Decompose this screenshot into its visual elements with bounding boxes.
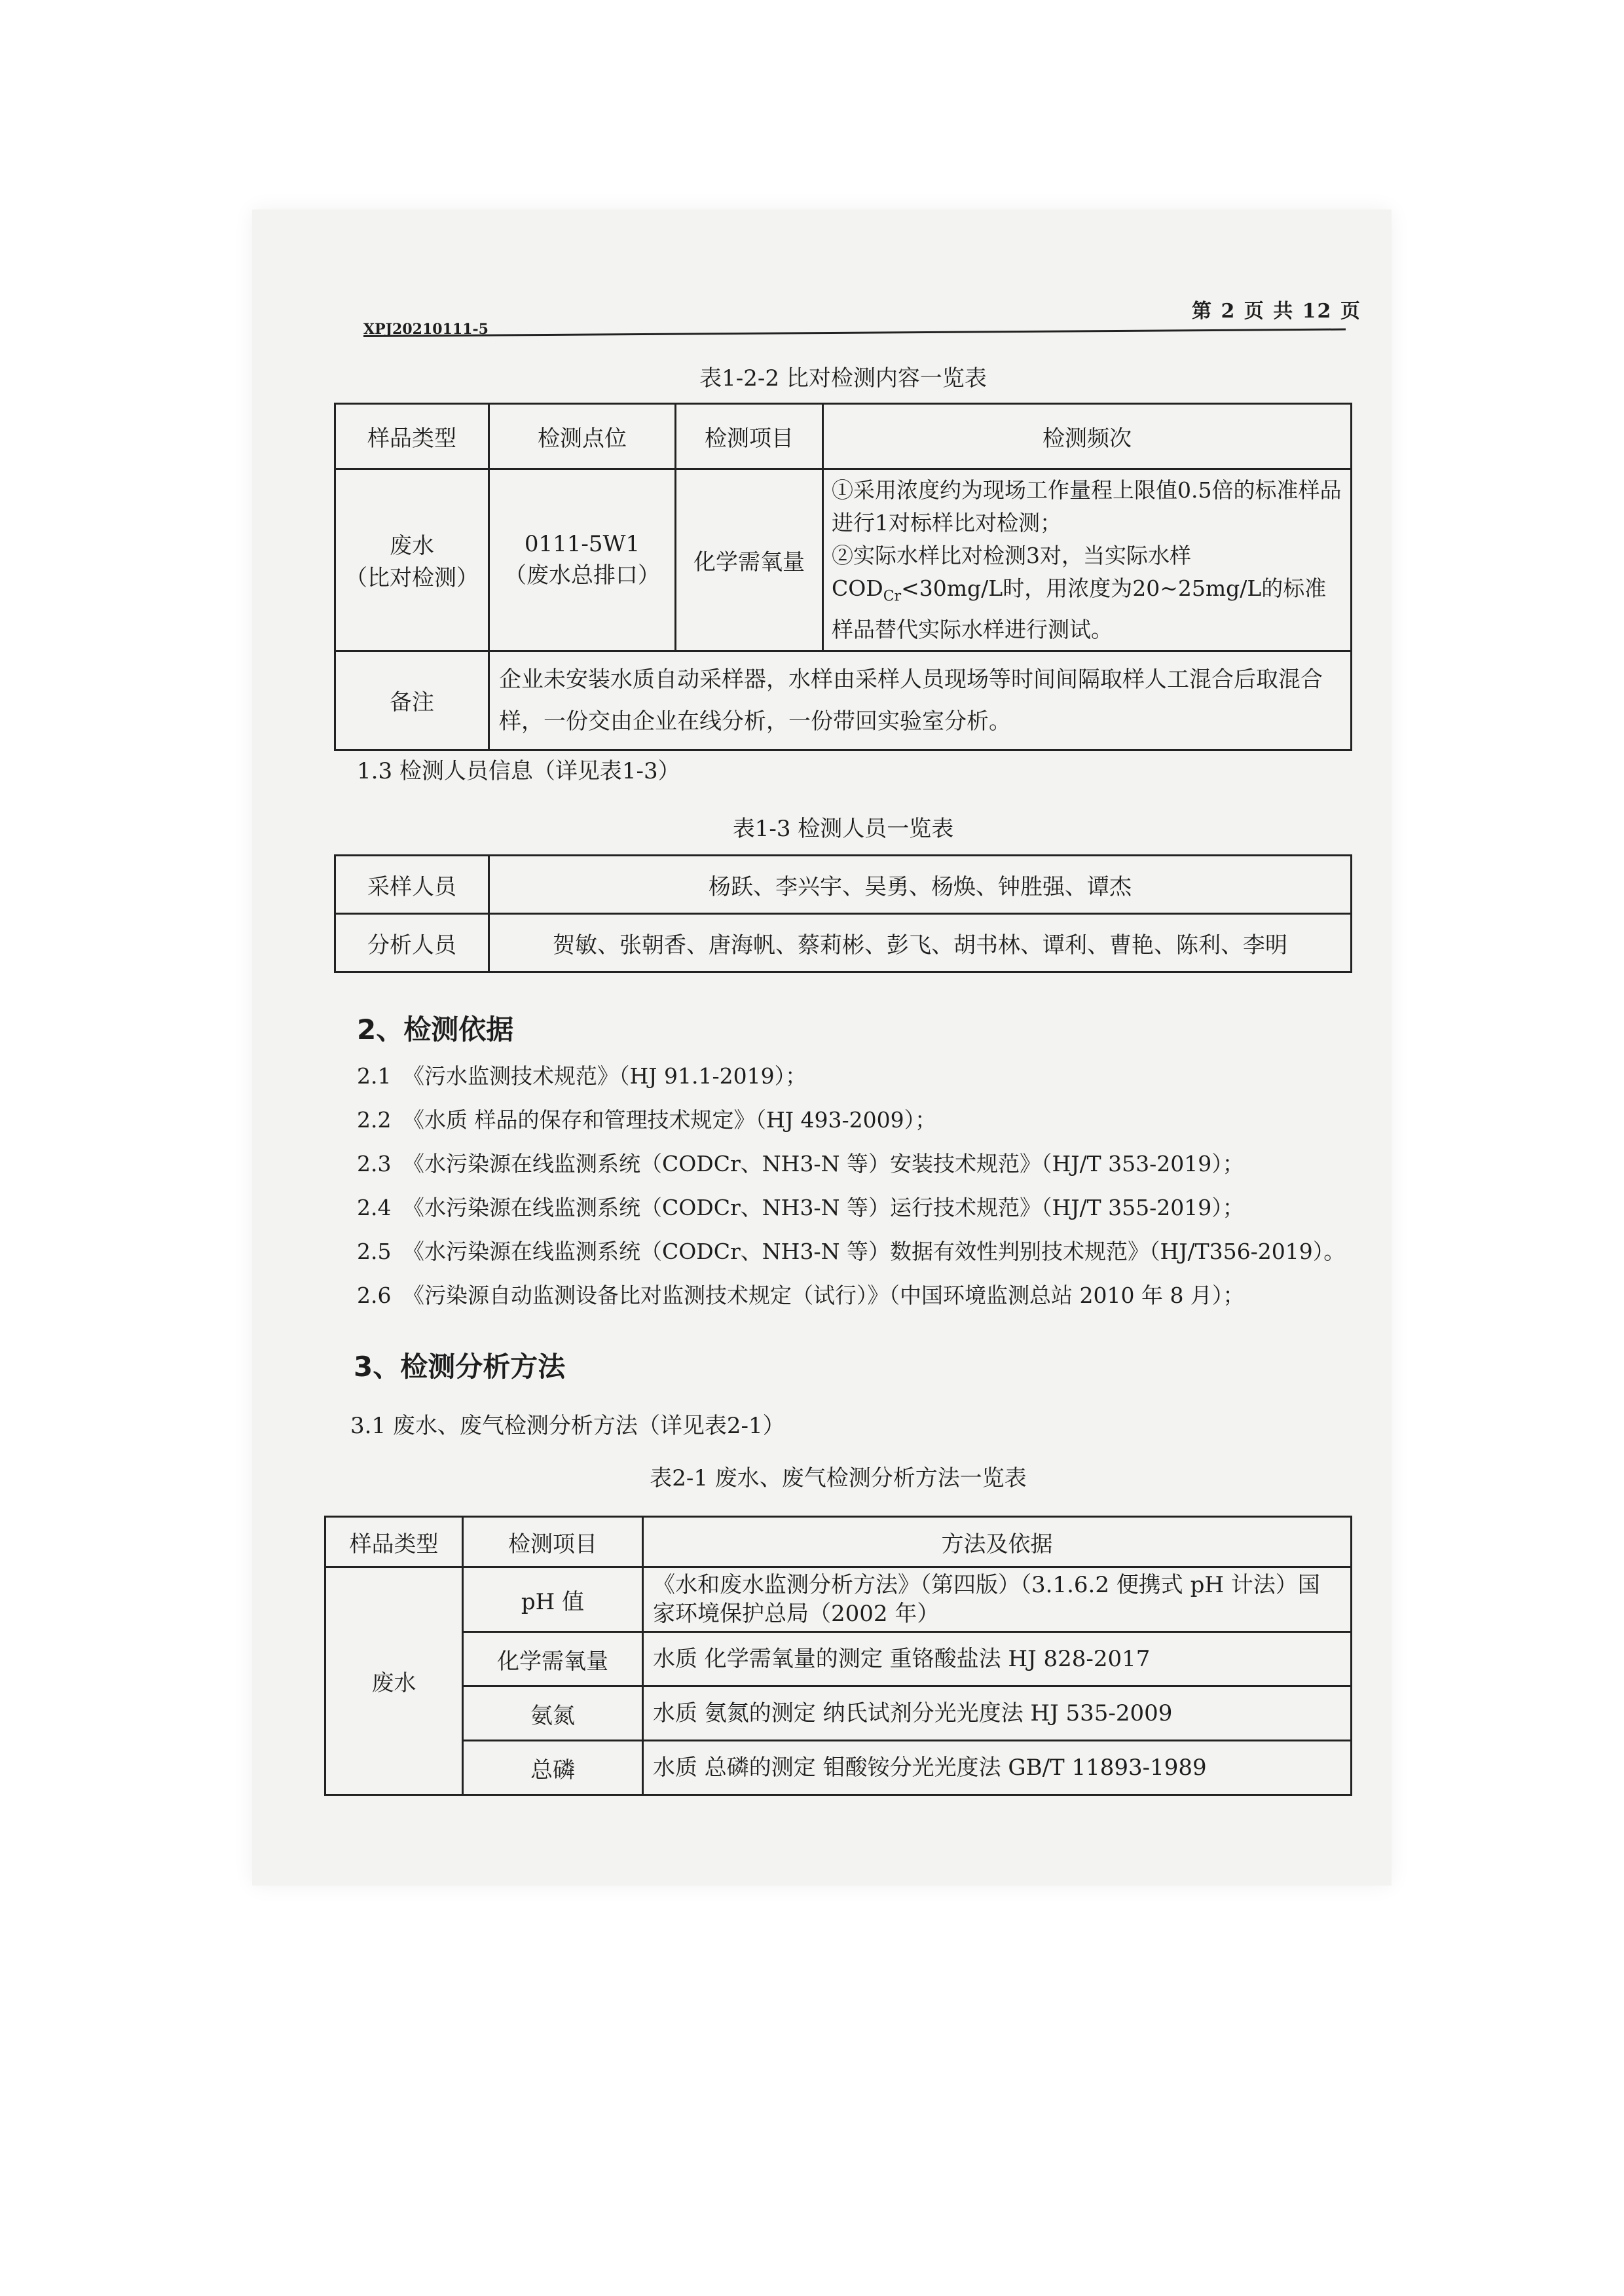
col-detection-point: 检测点位 <box>489 404 676 469</box>
analysis-method-table <box>324 1516 1352 1796</box>
method-cell: 水质 化学需氧量的测定 重铬酸盐法 HJ 828-2017 <box>643 1632 1352 1686</box>
table-row <box>325 1632 1352 1686</box>
item-cell: pH 值 <box>463 1567 643 1632</box>
method-cell: 水质 氨氮的测定 纳氏试剂分光光度法 HJ 535-2009 <box>643 1686 1352 1741</box>
detection-item-cell: 化学需氧量 <box>676 469 823 651</box>
table-1-2-2-caption: 表1-2-2 比对检测内容一览表 <box>699 365 987 392</box>
table-1-3-caption: 表1-3 检测人员一览表 <box>732 816 954 842</box>
section-2-heading: 2、检测依据 <box>357 1013 514 1046</box>
remark-text: 企业未安装水质自动采样器，水样由采样人员现场等时间间隔取样人工混合后取混合样，一份交由企业在线分析，一份带回实验室分析。 <box>489 651 1352 750</box>
section-1-3-heading: 1.3 检测人员信息（详见表1-3） <box>357 758 680 784</box>
reference-item: 2.2 《水质 样品的保存和管理技术规定》（HJ 493-2009）； <box>357 1107 937 1133</box>
row-label: 采样人员 <box>335 856 489 914</box>
col-sample-type: 样品类型 <box>325 1517 463 1567</box>
item-cell: 氨氮 <box>463 1686 643 1741</box>
col-method: 方法及依据 <box>643 1517 1352 1567</box>
table-row <box>325 1686 1352 1741</box>
col-detection-item: 检测项目 <box>463 1517 643 1567</box>
reference-item: 2.5 《水污染源在线监测系统（CODCr、NH3-N 等）数据有效性判别技术规范》（HJ/T356-2019）。 <box>357 1239 1346 1264</box>
method-cell: 《水和废水监测分析方法》（第四版）（3.1.6.2 便携式 pH 计法）国家环境保护总局（2002 年） <box>643 1567 1352 1632</box>
document-number: XPJ20210111-5 <box>363 321 489 338</box>
row-names: 贺敏、张朝香、唐海帆、蔡莉彬、彭飞、胡书林、谭利、曹艳、陈利、李明 <box>489 914 1352 972</box>
col-sample-type: 样品类型 <box>335 404 489 469</box>
reference-item: 2.6 《污染源自动监测设备比对监测技术规定（试行）》（中国环境监测总站 2010 年 8 月）； <box>357 1283 1245 1308</box>
row-label: 分析人员 <box>335 914 489 972</box>
table-row <box>335 856 1352 914</box>
reference-item: 2.4 《水污染源在线监测系统（CODCr、NH3-N 等）运行技术规范》（HJ/T 355-2019）； <box>357 1195 1244 1220</box>
method-cell: 水质 总磷的测定 钼酸铵分光光度法 GB/T 11893-1989 <box>643 1741 1352 1795</box>
page-number: 第 2 页 共 12 页 <box>1192 300 1361 323</box>
detection-point-cell: 0111-5W1 （废水总排口） <box>489 469 676 651</box>
item-cell: 总磷 <box>463 1741 643 1795</box>
comparison-detection-table <box>334 403 1352 751</box>
reference-item: 2.3 《水污染源在线监测系统（CODCr、NH3-N 等）安装技术规范》（HJ/T 353-2019）； <box>357 1151 1244 1176</box>
sample-type-cell: 废水 （比对检测） <box>335 469 489 651</box>
table-row <box>325 1567 1352 1632</box>
personnel-table <box>334 854 1352 973</box>
table-row <box>335 469 1352 651</box>
section-3-1-heading: 3.1 废水、废气检测分析方法（详见表2-1） <box>350 1413 785 1439</box>
table-row <box>325 1741 1352 1795</box>
remark-label: 备注 <box>335 651 489 750</box>
table-row <box>335 914 1352 972</box>
table-2-1-caption: 表2-1 废水、废气检测分析方法一览表 <box>650 1465 1027 1491</box>
col-detection-item: 检测项目 <box>676 404 823 469</box>
item-cell: 化学需氧量 <box>463 1632 643 1686</box>
col-detection-frequency: 检测频次 <box>823 404 1352 469</box>
row-names: 杨跃、李兴宇、吴勇、杨焕、钟胜强、谭杰 <box>489 856 1352 914</box>
reference-item: 2.1 《污水监测技术规范》（HJ 91.1-2019）； <box>357 1063 807 1089</box>
section-3-heading: 3、检测分析方法 <box>354 1351 566 1383</box>
table-row <box>335 651 1352 750</box>
detection-frequency-cell: ①采用浓度约为现场工作量程上限值0.5倍的标准样品进行1对标样比对检测； ②实际水样比对检测3对，当实际水样$COD_{Cr}<30mg/L$时，用浓度为20~25mg/L的标准样品替代实际水样进行测试。 <box>823 469 1352 651</box>
sample-type-cell: 废水 <box>325 1567 463 1795</box>
